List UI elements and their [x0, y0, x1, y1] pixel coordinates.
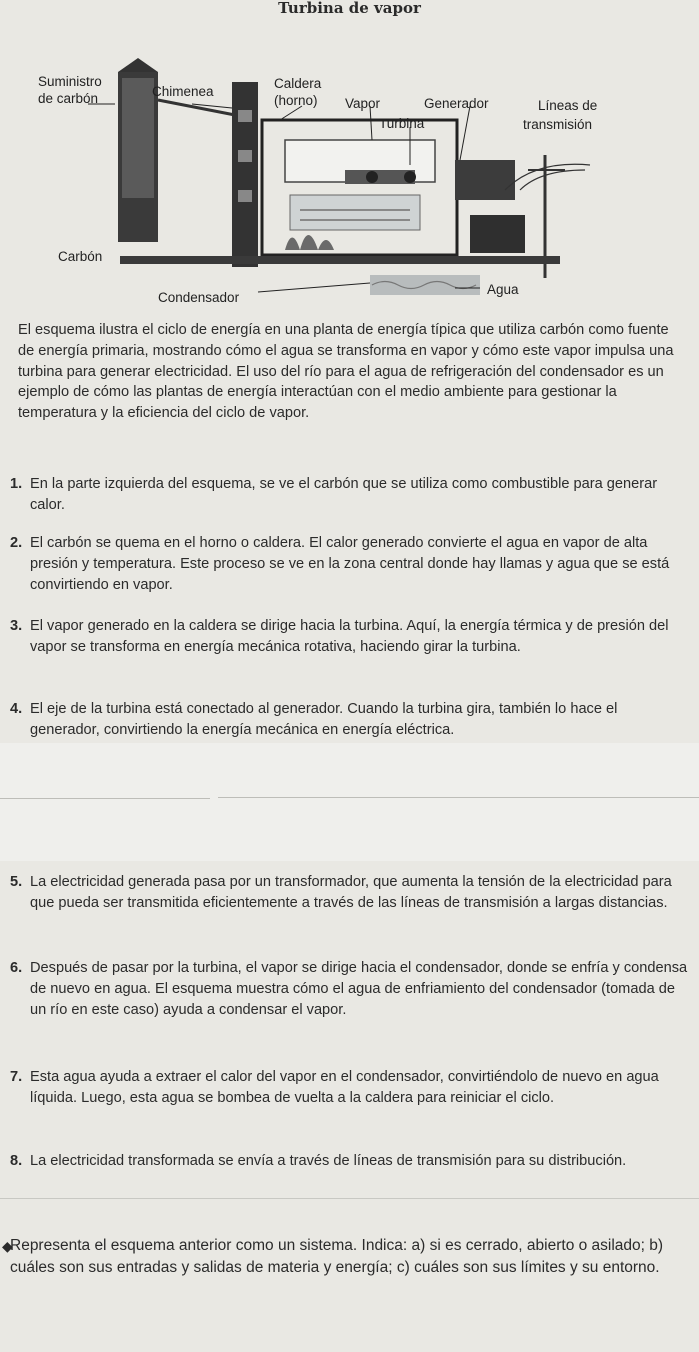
- chimney: [232, 82, 258, 267]
- item-number: 3.: [10, 618, 23, 634]
- label-carbon: Carbón: [58, 249, 103, 264]
- label-vapor: Vapor: [345, 96, 381, 111]
- list-item: [10, 1067, 690, 1109]
- list-item: [10, 533, 690, 595]
- item-text: Esta agua ayuda a extraer el calor del vapor en el condensador, convirtiéndolo de nuevo en agua líquida. Luego, esta agua se bombea de vuelta a la caldera para reiniciar el ciclo.: [30, 1069, 659, 1106]
- label-suministro: Suministro: [38, 74, 102, 89]
- item-number: 1.: [10, 476, 23, 492]
- generator: [455, 160, 515, 200]
- item-text: La electricidad transformada se envía a través de líneas de transmisión para su distribución.: [30, 1153, 627, 1169]
- base-pipe: [120, 256, 560, 264]
- page-title: Turbina de vapor: [278, 0, 421, 17]
- label-turbina: Turbina: [379, 116, 425, 131]
- power-plant-diagram: [0, 20, 699, 310]
- item-number: 7.: [10, 1069, 23, 1085]
- label-condensador: Condensador: [158, 290, 240, 305]
- list-item: [10, 616, 690, 658]
- transformer: [470, 215, 525, 253]
- intro-paragraph: El esquema ilustra el ciclo de energía en una planta de energía típica que utiliza carbón como fuente de energía primaria, mostrando cómo el agua se transforma en vapor y cómo este vapor impulsa una turbina para generar electricidad. El uso del río para el agua de refrigeración del condensador es un ejemplo de cómo las plantas de energía interactúan con el medio ambiente para gestionar la temperatura y la eficiencia del ciclo de vapor.: [18, 322, 674, 422]
- item-text: El eje de la turbina está conectado al generador. Cuando la turbina gira, también lo hace el generador, convirtiendo la energía mecánica en energía eléctrica.: [30, 701, 618, 738]
- exercise-question: [2, 1235, 690, 1279]
- blank-gap: [0, 743, 699, 861]
- list-item: [10, 474, 690, 516]
- item-number: 4.: [10, 701, 23, 717]
- list-item: [10, 958, 690, 1020]
- item-number: 2.: [10, 535, 23, 551]
- diagram-illustration: [0, 20, 699, 310]
- item-number: 5.: [10, 874, 23, 890]
- label-horno: (horno): [274, 93, 318, 108]
- label-generador: Generador: [424, 96, 489, 111]
- item-number: 8.: [10, 1153, 23, 1169]
- label-caldera: Caldera: [274, 76, 322, 91]
- bullet-icon: ◆: [2, 1238, 13, 1254]
- divider: [0, 798, 210, 799]
- question-text: Representa el esquema anterior como un sistema. Indica: a) si es cerrado, abierto o asilado; b) cuáles son sus entradas y salidas de materia y energía; c) cuáles son sus límites y su entorno.: [10, 1237, 664, 1276]
- item-number: 6.: [10, 960, 23, 976]
- divider: [218, 797, 699, 798]
- label-transmision: transmisión: [523, 117, 593, 132]
- list-item: [10, 872, 690, 914]
- item-text: El vapor generado en la caldera se dirige hacia la turbina. Aquí, la energía térmica y de presión del vapor se transforma en energía mecánica rotativa, haciendo girar la turbina.: [30, 618, 669, 655]
- item-text: En la parte izquierda del esquema, se ve el carbón que se utiliza como combustible para generar calor.: [30, 476, 658, 513]
- item-text: La electricidad generada pasa por un transformador, que aumenta la tensión de la electricidad para que pueda ser transmitida eficientemente a través de las líneas de transmisión a largas distancias.: [30, 874, 672, 911]
- list-item: [10, 1151, 690, 1172]
- item-text: El carbón se quema en el horno o caldera. El calor generado convierte el agua en vapor de alta presión y temperatura. Este proceso se ve en la zona central donde hay llamas y agua que se está convirtiendo en vapor.: [30, 535, 670, 593]
- divider: [0, 1198, 699, 1199]
- label-chimenea: Chimenea: [152, 84, 214, 99]
- label-lineas: Líneas de: [538, 98, 598, 113]
- label-agua: Agua: [487, 282, 519, 297]
- label-de-carbon: de carbón: [38, 91, 99, 106]
- list-item: [10, 699, 690, 741]
- item-text: Después de pasar por la turbina, el vapor se dirige hacia el condensador, donde se enfría y condensa de nuevo en agua. El esquema muestra cómo el agua de enfriamiento del condensador (tomada de un río en este caso) ayuda a condensar el vapor.: [30, 960, 688, 1018]
